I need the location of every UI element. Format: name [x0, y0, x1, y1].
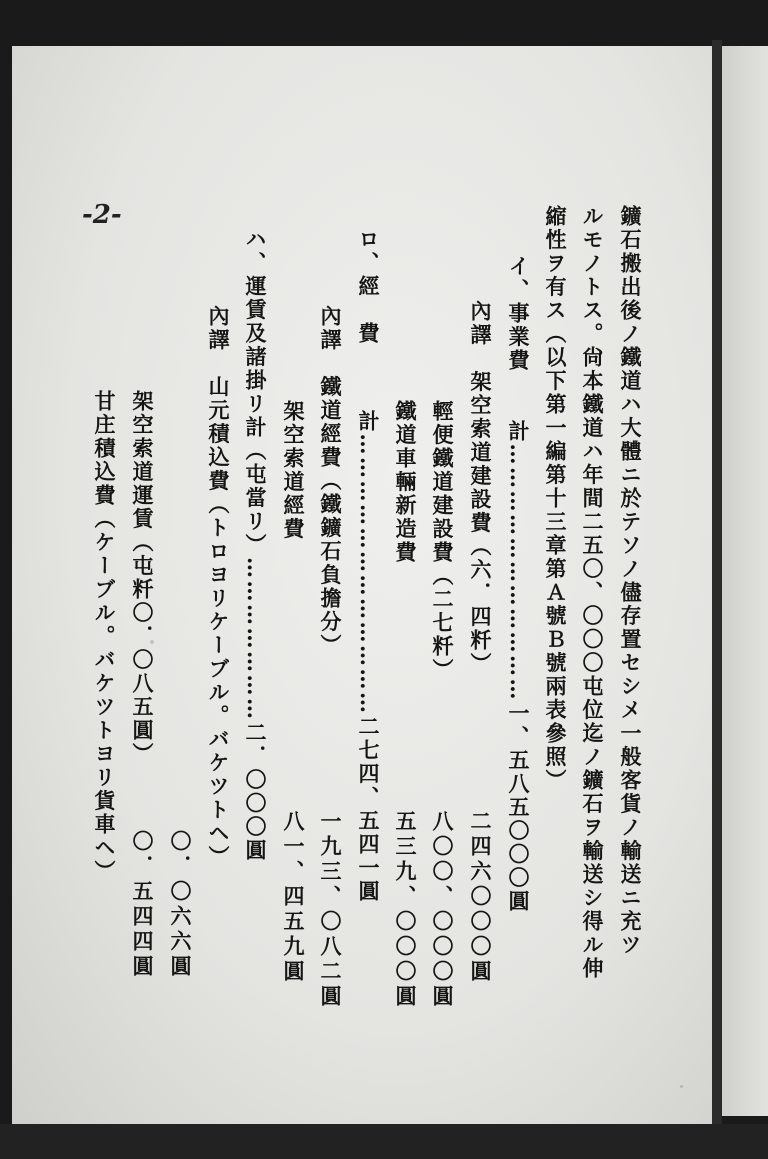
- amount-rolling-stock: 五三九、〇〇〇圓: [393, 810, 418, 1010]
- text-line-3: 縮性ヲ有ス（以下第一編第十三章第Ａ號Ｂ號兩表參照）: [543, 205, 568, 793]
- page-number: -2-: [82, 200, 122, 230]
- breakdown-rolling-stock: 鐵道車輛新造費: [393, 400, 418, 565]
- facing-page-edge: [722, 46, 768, 1116]
- book-spine: [712, 40, 722, 1130]
- amount-ropeway-expenses: 八一、四五九圓: [281, 810, 306, 985]
- breakdown-ropeway-expenses: 架空索道經費: [281, 400, 306, 541]
- expenses-total: 計………………………………二七四、五四一圓: [356, 410, 381, 904]
- text-line-2: ルモノトス。尙本鐵道ハ年間二五〇、〇〇〇屯位迄ノ鑛石ヲ輸送シ得ル伸: [580, 205, 605, 981]
- amount-light-railway-construction: 八〇〇、〇〇〇圓: [430, 810, 455, 1010]
- breakdown-mine-loading: 內譯 山元積込費（トロヨリケーブル。バケツトヘ）: [206, 305, 231, 869]
- amount-ropeway-freight: 〇．五四四圓: [130, 830, 155, 980]
- breakdown-aerial-ropeway-construction: 內譯 架空索道建設費（六．四粁）: [468, 300, 493, 676]
- section-heading-ro: ロ、經 費: [356, 228, 381, 346]
- business-cost-total: 計……………………………一、五八五〇〇〇圓: [506, 420, 531, 914]
- section-heading-i: イ、事業費: [506, 255, 531, 373]
- breakdown-light-railway-construction: 輕便鐵道建設費（二七粁）: [430, 400, 455, 682]
- amount-railway-expenses: 一九三、〇八二圓: [318, 810, 343, 1010]
- bottom-shadow: [0, 1124, 768, 1159]
- text-line-1: 鑛石搬出後ノ鐵道ハ大體ニ於テソノ儘存置セシメ一般客貨ノ輸送ニ充ツ: [618, 205, 643, 957]
- amount-mine-loading: 〇．〇六六圓: [168, 830, 193, 980]
- paper-speck: [680, 1085, 683, 1088]
- breakdown-ganzhuang-loading: 甘庄積込費（ケーブル。バケツトヨリ貨車ヘ）: [92, 390, 117, 884]
- amount-aerial-ropeway-construction: 二四六〇〇〇圓: [468, 810, 493, 985]
- section-heading-ha-freight-total: ハ、運賃及諸掛リ計（屯當リ）…………………二．〇〇〇圓: [243, 228, 268, 863]
- breakdown-railway-expenses: 內譯 鐵道經費（鐵鑛石負擔分）: [318, 305, 343, 658]
- breakdown-ropeway-freight: 架空索道運賃（屯粁〇．〇八五圓）: [130, 390, 155, 766]
